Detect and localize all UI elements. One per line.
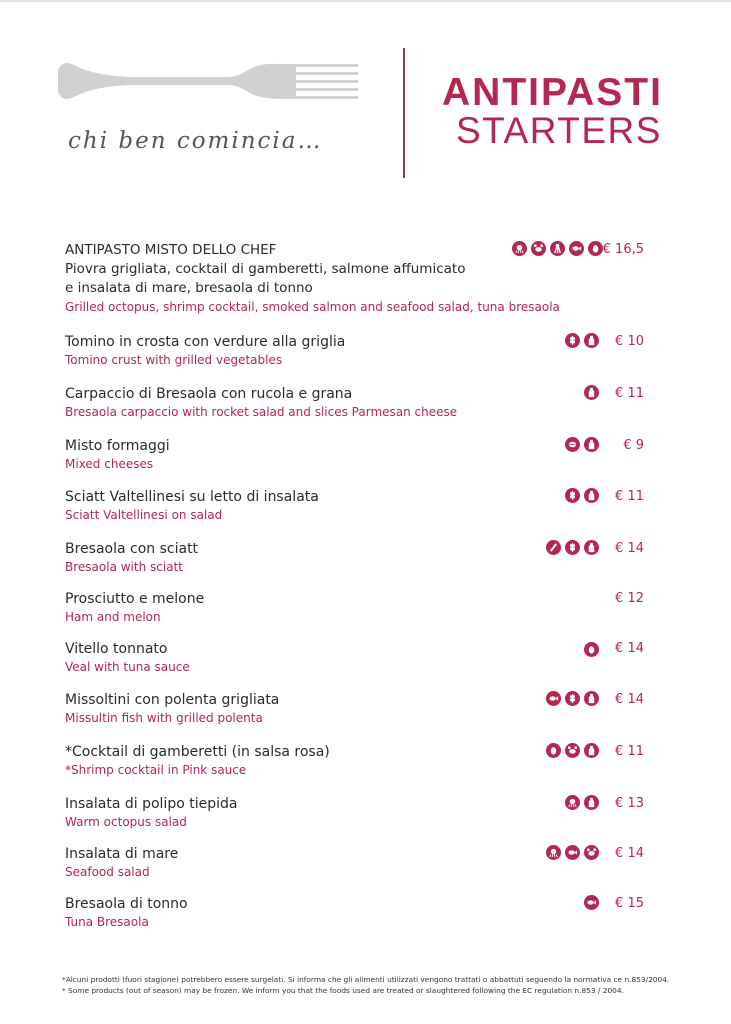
crustacean-icon bbox=[565, 743, 580, 758]
allergen-icons bbox=[565, 333, 599, 348]
item-description: e insalata di mare, bresaola di tonno bbox=[65, 280, 313, 296]
fork-icon bbox=[58, 58, 358, 108]
item-name: *Cocktail di gamberetti (in salsa rosa) bbox=[65, 744, 330, 760]
item-price: € 14 bbox=[615, 541, 644, 556]
mollusc-icon bbox=[565, 795, 580, 810]
fish-icon bbox=[546, 691, 561, 706]
nuts-icon bbox=[565, 437, 580, 452]
item-english-name: *Shrimp cocktail in Pink sauce bbox=[65, 763, 247, 777]
milk-icon bbox=[584, 795, 599, 810]
milk-icon bbox=[584, 437, 599, 452]
milk-icon bbox=[584, 488, 599, 503]
item-name: Misto formaggi bbox=[65, 438, 170, 454]
mollusc-icon bbox=[512, 241, 527, 256]
milk-icon bbox=[584, 691, 599, 706]
menu-item bbox=[65, 488, 665, 524]
menu-item bbox=[65, 540, 665, 576]
item-name: Tomino in crosta con verdure alla griglia bbox=[65, 334, 346, 350]
item-english-name: Tuna Bresaola bbox=[65, 915, 149, 929]
gluten-icon bbox=[565, 333, 580, 348]
item-name: Carpaccio di Bresaola con rucola e grana bbox=[65, 386, 353, 402]
mollusc-icon bbox=[546, 845, 561, 860]
allergen-icons bbox=[512, 241, 603, 256]
tagline: chi ben comincia… bbox=[68, 128, 323, 154]
gluten-icon bbox=[565, 488, 580, 503]
item-price: € 11 bbox=[615, 744, 644, 759]
item-price: € 12 bbox=[615, 591, 644, 606]
wheat-icon bbox=[546, 540, 561, 555]
allergen-icons bbox=[546, 540, 599, 555]
celery-icon bbox=[550, 241, 565, 256]
item-name: Sciatt Valtellinesi su letto di insalata bbox=[65, 489, 319, 505]
item-price: € 15 bbox=[615, 896, 644, 911]
item-english-name: Bresaola with sciatt bbox=[65, 560, 183, 574]
allergen-icons bbox=[565, 488, 599, 503]
item-price: € 11 bbox=[615, 386, 644, 401]
milk-icon bbox=[584, 743, 599, 758]
menu-item bbox=[65, 590, 665, 626]
menu-item bbox=[65, 691, 665, 727]
item-english-name: Mixed cheeses bbox=[65, 457, 154, 471]
item-name: Missoltini con polenta grigliata bbox=[65, 692, 280, 708]
footer-note-it: *Alcuni prodotti (fuori stagione) potrebbero essere surgelati. Si informa che gli alimenti utilizzati vengono trattati o abbattuti seguendo la normativa ce n.853/2004. bbox=[62, 975, 670, 984]
egg-icon bbox=[588, 241, 603, 256]
item-name: ANTIPASTO MISTO DELLO CHEF bbox=[65, 242, 277, 258]
item-name: Prosciutto e melone bbox=[65, 591, 205, 607]
egg-icon bbox=[546, 743, 561, 758]
item-english-name: Ham and melon bbox=[65, 610, 161, 624]
menu-item bbox=[65, 640, 665, 676]
milk-icon bbox=[584, 540, 599, 555]
item-name: Insalata di polipo tiepida bbox=[65, 796, 238, 812]
menu-item bbox=[65, 385, 665, 421]
item-name: Insalata di mare bbox=[65, 846, 179, 862]
item-english-name: Warm octopus salad bbox=[65, 815, 187, 829]
item-name: Bresaola di tonno bbox=[65, 896, 188, 912]
item-price: € 11 bbox=[615, 489, 644, 504]
footer-note bbox=[62, 975, 669, 996]
milk-icon bbox=[584, 333, 599, 348]
item-price: € 14 bbox=[615, 846, 644, 861]
menu-item bbox=[65, 743, 665, 779]
item-english-name: Veal with tuna sauce bbox=[65, 660, 190, 674]
crustacean-icon bbox=[584, 845, 599, 860]
allergen-icons bbox=[584, 385, 599, 400]
allergen-icons bbox=[565, 437, 599, 452]
fish-icon bbox=[584, 895, 599, 910]
item-english-name: Bresaola carpaccio with rocket salad and slices Parmesan cheese bbox=[65, 405, 458, 419]
item-english-name: Tomino crust with grilled vegetables bbox=[65, 353, 283, 367]
item-english-name: Seafood salad bbox=[65, 865, 150, 879]
page-subtitle: STARTERS bbox=[456, 110, 662, 151]
allergen-icons bbox=[565, 795, 599, 810]
item-english-name: Grilled octopus, shrimp cocktail, smoked salmon and seafood salad, tuna bresaola bbox=[65, 300, 560, 314]
menu-item bbox=[65, 241, 665, 316]
fish-icon bbox=[569, 241, 584, 256]
gluten-icon bbox=[565, 691, 580, 706]
allergen-icons bbox=[546, 743, 599, 758]
item-price: € 16,5 bbox=[602, 242, 644, 257]
footer-note-en: * Some products (out of season) may be frozen. We inform you that the foods used are treated or slaughtered following the EC regulation n.853 / 2004. bbox=[62, 985, 624, 995]
menu-item bbox=[65, 845, 665, 881]
allergen-icons bbox=[584, 642, 599, 657]
fish-icon bbox=[565, 845, 580, 860]
item-english-name: Missultin fish with grilled polenta bbox=[65, 711, 263, 725]
item-name: Bresaola con sciatt bbox=[65, 541, 199, 557]
item-price: € 9 bbox=[623, 438, 644, 453]
item-price: € 13 bbox=[615, 796, 644, 811]
item-description: Piovra grigliata, cocktail di gamberetti, salmone affumicato bbox=[65, 261, 466, 277]
menu-item bbox=[65, 795, 665, 831]
menu-item bbox=[65, 437, 665, 473]
menu-item bbox=[65, 333, 665, 369]
item-name: Vitello tonnato bbox=[65, 641, 168, 657]
egg-icon bbox=[584, 642, 599, 657]
item-price: € 14 bbox=[615, 692, 644, 707]
menu-item bbox=[65, 895, 665, 931]
gluten-icon bbox=[565, 540, 580, 555]
allergen-icons bbox=[546, 845, 599, 860]
top-border bbox=[0, 0, 731, 2]
header-divider bbox=[403, 48, 405, 178]
item-english-name: Sciatt Valtellinesi on salad bbox=[65, 508, 223, 522]
item-price: € 10 bbox=[615, 334, 644, 349]
milk-icon bbox=[584, 385, 599, 400]
item-price: € 14 bbox=[615, 641, 644, 656]
allergen-icons bbox=[546, 691, 599, 706]
crustacean-icon bbox=[531, 241, 546, 256]
allergen-icons bbox=[584, 895, 599, 910]
page-title: ANTIPASTI bbox=[442, 71, 663, 114]
